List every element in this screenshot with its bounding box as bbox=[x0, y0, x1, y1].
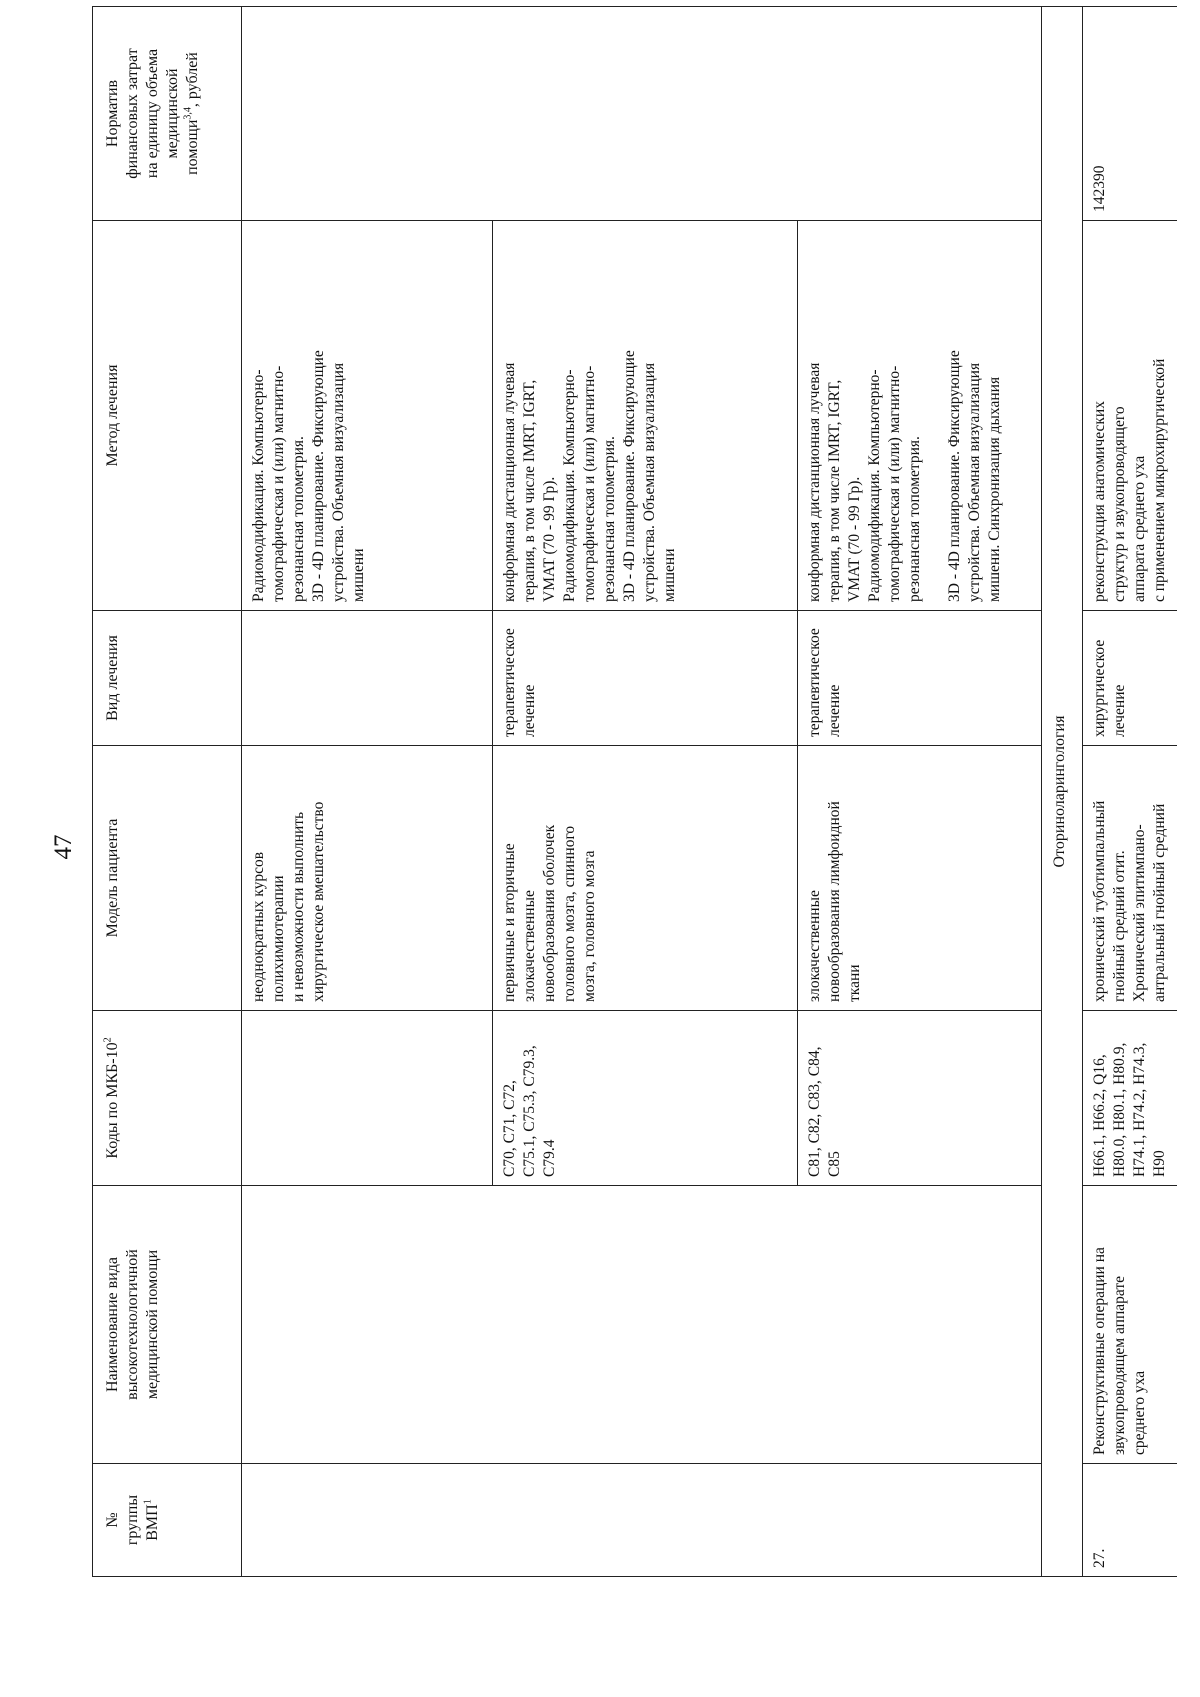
vmp-table bbox=[92, 6, 1177, 1577]
cell-cost-standard bbox=[798, 6, 1042, 220]
cell-vmp-name: Реконструктивные операции на звукопроводящем аппарате среднего уха bbox=[1083, 1185, 1177, 1463]
cell-group-number: 27. bbox=[1083, 1463, 1177, 1576]
header-group-number: № группы ВМП$^1$ bbox=[93, 1463, 242, 1576]
cell-vmp-name bbox=[242, 1185, 493, 1463]
header-treatment-method: Метод лечения bbox=[93, 220, 242, 610]
cell-treatment-method: Радиомодификация. Компьютерно- томографическая и (или) магнитно- резонансная топометрия. 3D - 4D планирование. Фиксирующие устройства. Объемная визуализация мишени bbox=[242, 220, 493, 610]
cell-cost-standard bbox=[242, 6, 493, 220]
cell-patient-model: неоднократных курсов полихимиотерапии и невозможности выполнить хирургическое вмешательство bbox=[242, 745, 493, 1010]
cell-icd-codes: C81, C82, C83, C84, C85 bbox=[798, 1010, 1042, 1185]
cell-vmp-name bbox=[493, 1185, 798, 1463]
header-vmp-name: Наименование вида высокотехнологичной медицинской помощи bbox=[93, 1185, 242, 1463]
cell-treatment-type: терапевтическое лечение bbox=[798, 610, 1042, 745]
cell-group-number bbox=[493, 1463, 798, 1576]
cell-patient-model: первичные и вторичные злокачественные новообразования оболочек головного мозга, спинного мозга, головного мозга bbox=[493, 745, 798, 1010]
cell-treatment-method: конформная дистанционная лучевая терапия, в том числе IMRT, IGRT, VMAT (70 - 99 Гр). Радиомодификация. Компьютерно- томографическая и (или) магнитно- резонансная топометрия. 3D - 4D планирование. Фиксирующие устройства. Объемная визуализация мишени bbox=[493, 220, 798, 610]
cell-group-number bbox=[242, 1463, 493, 1576]
footnote-marker: 3,4 bbox=[182, 107, 194, 120]
footnote-marker: 2 bbox=[102, 1037, 114, 1043]
cell-treatment-method: конформная дистанционная лучевая терапия, в том числе IMRT, IGRT, VMAT (70 - 99 Гр). Радиомодификация. Компьютерно- томографическая и (или) магнитно- резонансная топометрия. 3D - 4D планирование. Фиксирующие устройства. Объемная визуализация мишени. Синхронизация дыхания bbox=[798, 220, 1042, 610]
cell-treatment-method: реконструкция анатомических структур и звукопроводящего аппарата среднего уха с применением микрохирургической bbox=[1083, 220, 1177, 610]
cell-vmp-name bbox=[798, 1185, 1042, 1463]
section-title: Оториноларингология bbox=[1042, 6, 1083, 1576]
header-cost-standard: Норматив финансовых затрат на единицу объема медицинской помощи$^{3,4}$, рублей bbox=[93, 6, 242, 220]
cell-patient-model: хронический туботимпальный гнойный средний отит. Хронический эпитимпано- антральный гнойный средний bbox=[1083, 745, 1177, 1010]
cell-treatment-type: хирургическое лечение bbox=[1083, 610, 1177, 745]
cell-icd-codes: C70, C71, C72, C75.1, C75.3, C79.3, C79.4 bbox=[493, 1010, 798, 1185]
cell-treatment-type: терапевтическое лечение bbox=[493, 610, 798, 745]
header-icd-codes: Коды по МКБ-$10^2$ bbox=[93, 1010, 242, 1185]
header-treatment-type: Вид лечения bbox=[93, 610, 242, 745]
cell-cost-standard: 142390 bbox=[1083, 6, 1177, 220]
header-suffix: , рублей bbox=[184, 52, 201, 108]
page-number: 47 bbox=[50, 834, 77, 860]
cell-icd-codes: H66.1, H66.2, Q16, H80.0, H80.1, H80.9, H74.1, H74.2, H74.3, H90 bbox=[1083, 1010, 1177, 1185]
header-patient-model: Модель пациента bbox=[93, 745, 242, 1010]
cell-cost-standard bbox=[493, 6, 798, 220]
cell-group-number bbox=[798, 1463, 1042, 1576]
footnote-marker: 1 bbox=[142, 1499, 154, 1505]
cell-treatment-type bbox=[242, 610, 493, 745]
cell-patient-model: злокачественные новообразования лимфоидной ткани bbox=[798, 745, 1042, 1010]
cell-icd-codes bbox=[242, 1010, 493, 1185]
